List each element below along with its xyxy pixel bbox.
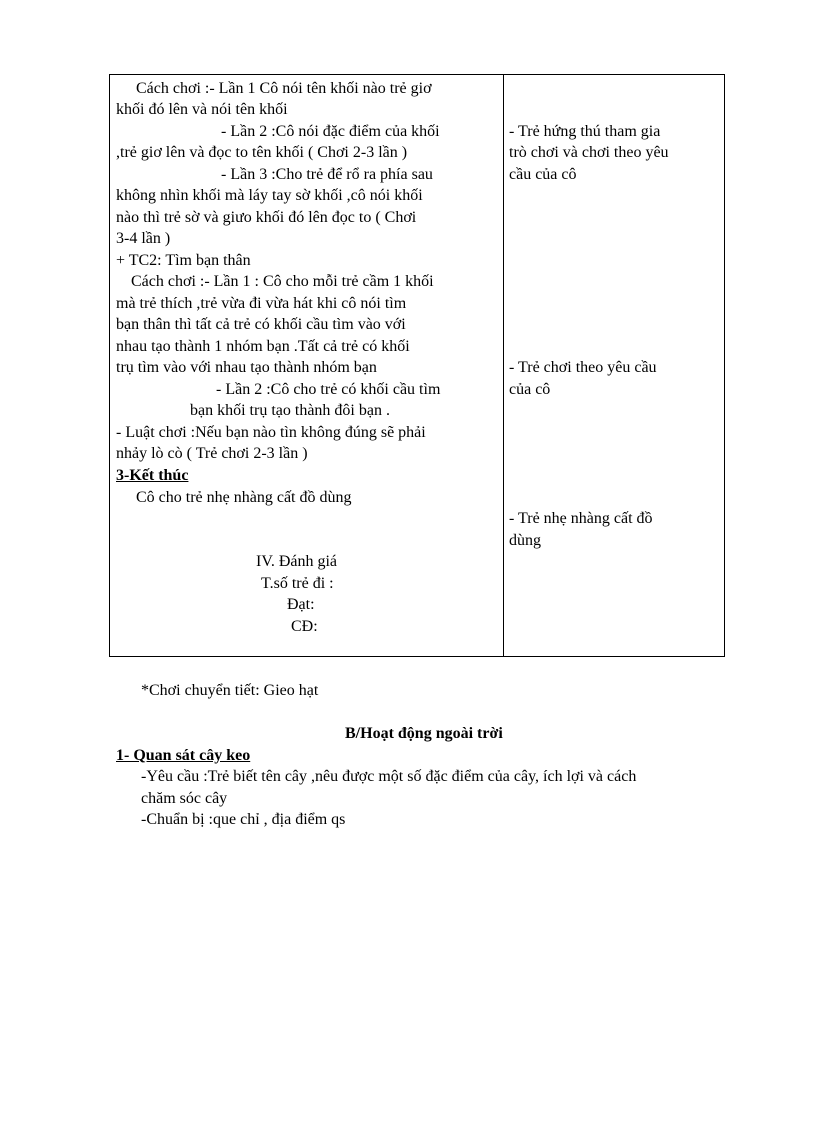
observation-heading: 1- Quan sát cây keo (116, 747, 251, 764)
note-line: - Trẻ nhẹ nhàng cất đồ (509, 510, 653, 527)
table-line: nhảy lò cò ( Trẻ chơi 2-3 lần ) (116, 445, 308, 462)
section-title: B/Hoạt động ngoài trời (345, 725, 503, 742)
note-line: của cô (509, 381, 551, 398)
table-line: nhau tạo thành 1 nhóm bạn .Tất cả trẻ có khối (116, 338, 410, 355)
table-line: nào thì trẻ sờ và giưo khối đó lên đọc to ( Chơi (116, 209, 417, 226)
evaluation-passed: Đạt: (287, 596, 315, 613)
table-line: - Lần 2 :Cô nói đặc điểm của khối (221, 123, 440, 140)
ending-heading: 3-Kết thúc (116, 467, 189, 484)
table-line: + TC2: Tìm bạn thân (116, 252, 251, 269)
note-line: - Trẻ chơi theo yêu cầu (509, 359, 657, 376)
table-line: trụ tìm vào với nhau tạo thành nhóm bạn (116, 359, 377, 376)
note-line: dùng (509, 532, 541, 549)
observation-preparation: -Chuẩn bị :que chỉ , địa điểm qs (141, 811, 346, 828)
table-line: mà trẻ thích ,trẻ vừa đi vừa hát khi cô nói tìm (116, 295, 407, 312)
transition-game: *Chơi chuyển tiết: Gieo hạt (141, 682, 319, 699)
table-line: - Lần 2 :Cô cho trẻ có khối cầu tìm (216, 381, 441, 398)
note-line: trò chơi và chơi theo yêu (509, 144, 669, 161)
table-line: 3-4 lần ) (116, 230, 171, 247)
note-line: - Trẻ hứng thú tham gia (509, 123, 661, 140)
ending-text: Cô cho trẻ nhẹ nhàng cất đồ dùng (136, 489, 352, 506)
table-line: Cách chơi :- Lần 1 Cô nói tên khối nào trẻ giơ (136, 80, 432, 97)
table-line: ,trẻ giơ lên và đọc to tên khối ( Chơi 2-3 lần ) (116, 144, 408, 161)
table-line: khối đó lên và nói tên khối (116, 101, 288, 118)
note-line: cầu của cô (509, 166, 577, 183)
table-line: - Lần 3 :Cho trẻ để rổ ra phía sau (221, 166, 433, 183)
table-line: - Luật chơi :Nếu bạn nào tìn không đúng sẽ phải (116, 424, 426, 441)
observation-requirement-cont: chăm sóc cây (141, 790, 228, 807)
table-line: bạn thân thì tất cả trẻ có khối cầu tìm vào với (116, 316, 406, 333)
evaluation-attendance: T.số trẻ đi : (261, 575, 334, 592)
table-line: không nhìn khối mà láy tay sờ khối ,cô nói khối (116, 187, 423, 204)
table-line: bạn khối trụ tạo thành đôi bạn . (190, 402, 390, 419)
evaluation-title: IV. Đánh giá (256, 553, 338, 570)
evaluation-not-passed: CĐ: (291, 618, 318, 635)
table-line: Cách chơi :- Lần 1 : Cô cho mỗi trẻ cầm 1 khối (131, 273, 434, 290)
observation-requirement: -Yêu cầu :Trẻ biết tên cây ,nêu được một số đặc điểm của cây, ích lợi và cách (141, 768, 637, 785)
